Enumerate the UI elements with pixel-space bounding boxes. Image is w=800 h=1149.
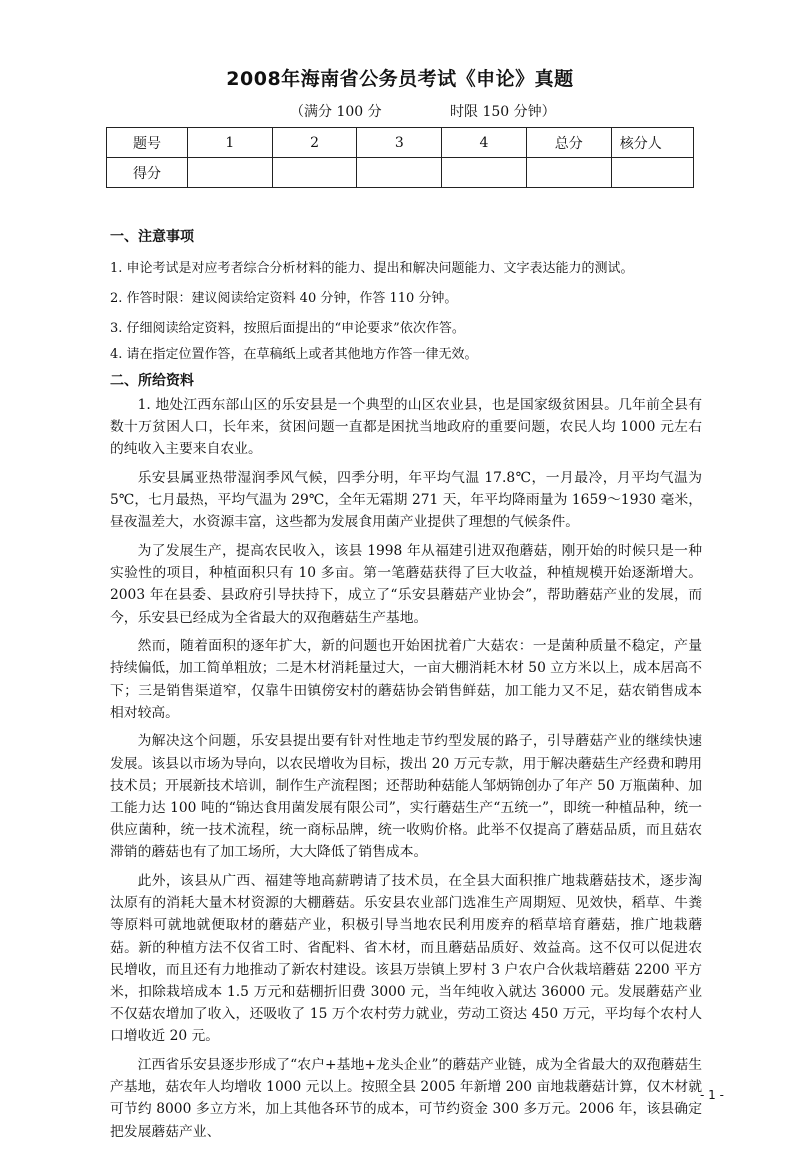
section-heading-materials: 二、所给资料 xyxy=(110,373,194,389)
materials-body xyxy=(110,394,702,1149)
score-cell-q3 xyxy=(357,158,442,188)
material-paragraph: 此外，该县从广西、福建等地高薪聘请了技术员，在全县大面积推广地栽蘑菇技术，逐步淘汰原有的消耗大量木材资源的大棚蘑菇。乐安县农业部门选准生产周期短、见效快，稻草、牛粪等原料可就地就便取材的蘑菇产业，积极引导当地农民利用废弃的稻草培育蘑菇，推广地栽蘑菇。新的种植方法不仅省工时、省配料、省木材，而且蘑菇品质好、效益高。这不仅可以促进农民增收，而且还有力地推动了新农村建设。该县万崇镇上罗村 3 户农户合伙栽培蘑菇 2200 平方米，扣除栽培成本 1.5 万元和菇棚折旧费 3000 元，当年纯收入就达 36000 元。发展蘑菇产业不仅菇农增加了收入，还吸收了 15 万个农村劳力就业，劳动工资达 450 万元，平均每个农村人口增收近 20 元。 xyxy=(110,873,702,1045)
notice-item: 4. 请在指定位置作答，在草稿纸上或者其他地方作答一律无效。 xyxy=(110,347,478,362)
material-paragraph: 然而，随着面积的逐年扩大，新的问题也开始困扰着广大菇农：一是菌种质量不稳定，产量持续偏低，加工简单粗放；二是木材消耗量过大，一亩大棚消耗木材 50 立方米以上，成本居高不下；三是销售渠道窄，仅靠牛田镇傍安村的蘑菇协会销售鲜菇，加工能力又不足，菇农销售成本相对较高。 xyxy=(110,638,702,721)
header-cell-q2: 2 xyxy=(272,128,357,158)
score-cell-q1 xyxy=(187,158,272,188)
material-paragraph: 为了发展生产，提高农民收入，该县 1998 年从福建引进双孢蘑菇，刚开始的时候只是一种实验性的项目，种植面积只有 10 多亩。第一笔蘑菇获得了巨大收益，种植规模开始逐渐增大。2003 年在县委、县政府引导扶持下，成立了“乐安县蘑菇产业协会”，帮助蘑菇产业的发展，而今，乐安县已经成为全省最大的双孢蘑菇生产基地。 xyxy=(110,543,702,626)
page-number: - 1 - xyxy=(700,1088,724,1102)
notice-item: 3. 仔细阅读给定资料，按照后面提出的“申论要求”依次作答。 xyxy=(110,321,465,336)
score-cell-total xyxy=(526,158,611,188)
score-row-label: 得分 xyxy=(107,158,188,188)
material-paragraph: 1. 地处江西东部山区的乐安县是一个典型的山区农业县，也是国家级贫困县。几年前全县有数十万贫困人口，长年来，贫困问题一直都是困扰当地政府的重要问题，农民人均 1000 元左右的纯收入主要来自农业。 xyxy=(110,397,702,458)
header-cell-q3: 3 xyxy=(357,128,442,158)
header-cell-checker: 核分人 xyxy=(611,128,693,158)
notice-item: 1. 申论考试是对应考者综合分析材料的能力、提出和解决问题能力、文字表达能力的测试。 xyxy=(110,261,634,276)
score-table-header-row xyxy=(107,128,694,158)
header-cell-q1: 1 xyxy=(187,128,272,158)
score-table xyxy=(106,127,694,188)
document-title: 2008年海南省公务员考试《申论》真题 xyxy=(226,68,574,90)
score-cell-q4 xyxy=(442,158,527,188)
time-limit-text: 时限 150 分钟） xyxy=(450,104,556,120)
material-paragraph: 乐安县属亚热带湿润季风气候，四季分明，年平均气温 17.8℃，一月最冷，月平均气温为 5℃，七月最热，平均气温为 29℃，全年无霜期 271 天，年平均降雨量为 1659～1930 毫米，昼夜温差大，水资源丰富，这些都为发展食用菌产业提供了理想的气候条件。 xyxy=(110,470,702,531)
material-paragraph: 为解决这个问题，乐安县提出要有针对性地走节约型发展的路子，引导蘑菇产业的继续快速发展。该县以市场为导向，以农民增收为目标，拨出 20 万元专款，用于解决蘑菇生产经费和聘用技术员；开展新技术培训，制作生产流程图；还帮助种菇能人邹炳锦创办了年产 50 万瓶菌种、加工能力达 100 吨的“锦达食用菌发展有限公司”，实行蘑菇生产“五统一”，即统一种植品种，统一供应菌种，统一技术流程，统一商标品牌，统一收购价格。此举不仅提高了蘑菇品质，而且菇农滞销的蘑菇也有了加工场所，大大降低了销售成本。 xyxy=(110,733,702,861)
section-heading-notice: 一、注意事项 xyxy=(110,229,194,245)
material-paragraph: 江西省乐安县逐步形成了“农户+基地+龙头企业”的蘑菇产业链，成为全省最大的双孢蘑菇生产基地，菇农年人均增收 1000 元以上。按照全县 2005 年新增 200 亩地栽蘑菇计算，仅木材就可节约 8000 多立方米，加上其他各环节的成本，可节约资金 300 多万元。2006 年，该县确定把发展蘑菇产业、 xyxy=(110,1057,702,1140)
score-cell-q2 xyxy=(272,158,357,188)
full-score-text: （满分 100 分 xyxy=(290,104,382,120)
score-cell-checker xyxy=(611,158,693,188)
header-cell-total: 总分 xyxy=(526,128,611,158)
score-table-score-row xyxy=(107,158,694,188)
notice-item: 2. 作答时限：建议阅读给定资料 40 分钟，作答 110 分钟。 xyxy=(110,291,458,306)
header-cell-question-no: 题号 xyxy=(107,128,188,158)
header-cell-q4: 4 xyxy=(442,128,527,158)
